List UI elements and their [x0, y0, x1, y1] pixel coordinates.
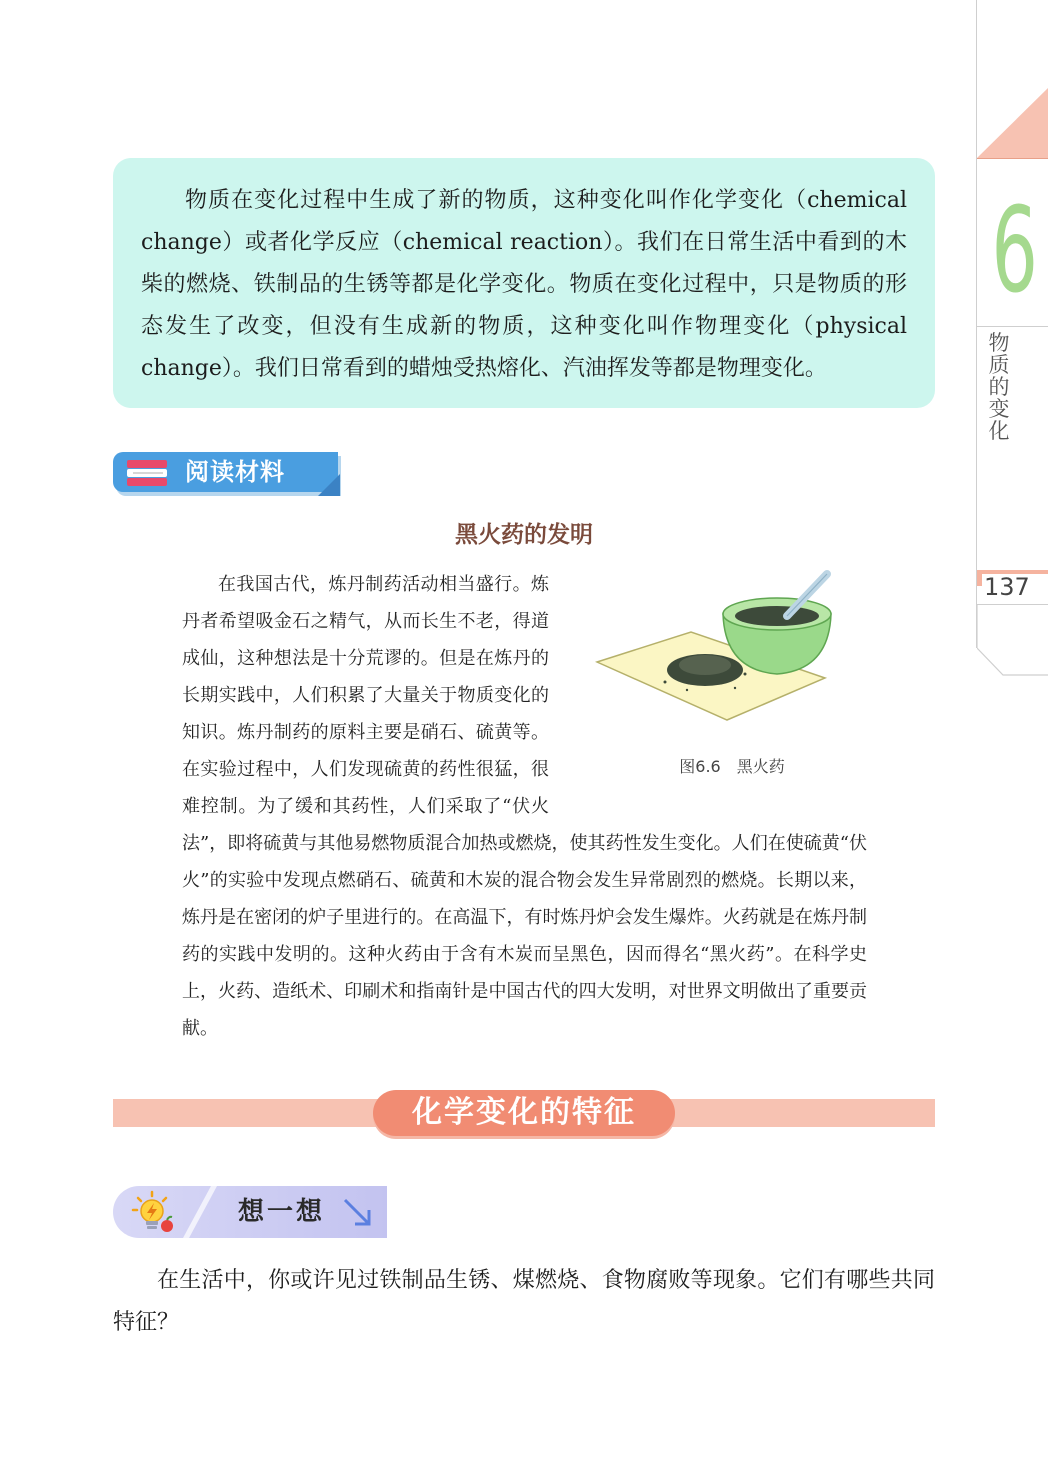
black-powder-illustration — [595, 570, 835, 750]
section-title: 化学变化的特征 — [412, 1095, 636, 1130]
page-number: 137 — [982, 574, 1048, 600]
reading-paragraph: 在我国古代，炼丹制药活动相当盛行。炼丹者希望吸金石之精气，从而长生不老，得道成仙，这种想法是十分荒谬的。但是在炼丹的长期实践中，人们积累了大量关于物质变化的知识。炼丹制药的原料主要是硝石、硫黄等。在实验过程中，人们发现硫黄的药性很猛，很难控制。为了缓和其药性，人们采取了“伏火法”，即将硫黄与其他易燃物质混合加热或燃烧，使其药性发生变化。人们在使硫黄“伏火”的实验中发现点燃硝石、硫黄和木炭的混合物会发生异常剧烈的燃烧。长期以来，炼丹是在密闭的炉子里进行的。在高温下，有时炼丹炉会发生爆炸。火药就是在炼丹制药的实践中发明的。这种火药由于含有木炭而呈黑色，因而得名“黑火药”。在科学史上，火药、造纸术、印刷术和指南针是中国古代的四大发明，对世界文明做出了重要贡献。 — [182, 574, 867, 1039]
side-tab-separator — [977, 326, 1048, 327]
definition-text: 物质在变化过程中生成了新的物质，这种变化叫作化学变化（chemical change）或者化学反应（chemical reaction）。我们在日常生活中看到的木柴的燃烧、铁制品的生锈等都是化学变化。物质在变化过程中，只是物质的形态发生了改变，但没有生成新的物质，这种变化叫作物理变化（physical change）。我们日常看到的蜡烛受热熔化、汽油挥发等都是物理变化。 — [141, 188, 907, 381]
side-tab-corner — [977, 604, 1048, 676]
side-tab-triangle — [977, 88, 1048, 158]
reading-title-text: 黑火药的发明 — [455, 522, 593, 548]
definition-box — [113, 158, 935, 408]
book-icon — [125, 458, 173, 488]
figure-6-6 — [557, 566, 867, 790]
think-question: 在生活中，你或许见过铁制品生锈、煤燃烧、食物腐败等现象。它们有哪些共同特征？ — [113, 1268, 935, 1335]
reading-badge-fold — [318, 474, 340, 496]
chapter-title: 物质的变化 — [988, 331, 1010, 443]
reading-body — [182, 566, 867, 1047]
lightbulb-icon — [130, 1190, 178, 1236]
reading-title — [0, 518, 1048, 552]
think-badge-label: 想一想 — [238, 1197, 326, 1227]
chapter-number: 6 — [991, 181, 1038, 319]
side-tab-rule — [977, 158, 1048, 159]
figure-caption: 图6.6 黑火药 — [679, 757, 785, 776]
reading-material-badge — [113, 452, 343, 496]
reading-badge-label: 阅读材料 — [185, 458, 285, 486]
